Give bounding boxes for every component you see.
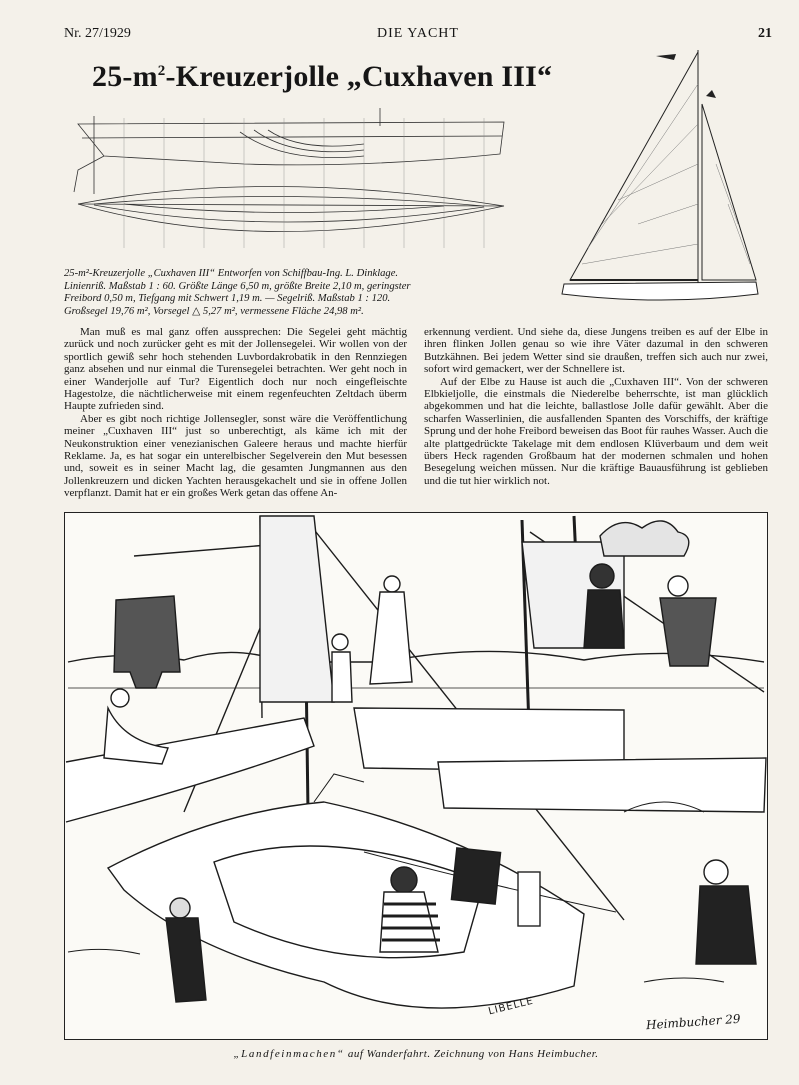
issue-number: Nr. 27/1929 bbox=[64, 26, 131, 41]
cartoon-drawing bbox=[64, 512, 768, 1040]
article-column-right bbox=[424, 326, 768, 487]
page-number: 21 bbox=[758, 26, 772, 41]
cartoon-caption-title: „Landfeinmachen“ bbox=[233, 1048, 345, 1060]
caption-line: Linienriß. Maßstab 1 : 60. Größte Länge 6,50 m, größte Breite 2,10 m, geringster bbox=[64, 280, 411, 292]
cartoon-illustration bbox=[64, 512, 768, 1040]
caption-line: Freibord 0,50 m, Tiefgang mit Schwert 1,19 m. — Segelriß. Maßstab 1 : 120. bbox=[64, 293, 391, 305]
caption-line: Großsegel 19,76 m², Vorsegel △ 5,27 m², vermessene Fläche 24,98 m². bbox=[64, 305, 364, 317]
article-title: $25-m^2$-Kreuzerjolle „Cuxhaven III“ bbox=[92, 60, 553, 93]
paragraph: erkennung verdient. Und siehe da, diese Jungens treiben es auf der Elbe in ihren flinken Jollen genau so wie ihre Väter dazumal in den schweren Butzkähnen. Bei jedem Wetter sind sie draußen, treffen sich auch nur zwei, sofort wird gemackert, wer der Schnellere ist. bbox=[424, 326, 768, 376]
figure-caption bbox=[64, 268, 552, 318]
hull-lines-drawing bbox=[64, 108, 524, 268]
article-column-left bbox=[64, 326, 407, 500]
journal-title: DIE YACHT bbox=[377, 26, 459, 41]
cartoon-caption bbox=[64, 1048, 768, 1060]
running-head bbox=[64, 26, 772, 44]
paragraph: Auf der Elbe zu Hause ist auch die „Cuxhaven III“. Von der schweren Elbkieljolle, die einstmals die Niederelbe beherrschte, ist man glücklich abgekommen und hat die leichte, ballastlose Jolle dafür gewählt. Aber die scharfen Wasserlinien, die ausfallenden Spanten des Vorschiffs, der kräftige Sprung und der hohe Freibord beweisen das Boot für rauhes Wasser. Auch die alte plattgedrückte Takelage mit dem endlosen Klüverbaum und dem weit übers Heck ragenden Großbaum hat der modernen schmalen und hohen Besegelung weichen müssen. Nur die kräftige Bauausführung ist geblieben und die tut hier wirklich not. bbox=[424, 375, 768, 487]
paragraph: Man muß es mal ganz offen aussprechen: Die Segelei geht mächtig zurück und noch zurücker geht es mit der Jollensegelei. Wir wollen von der sportlich gewiß sehr hoch stehenden Luvbordakrobatik in den Rennziegen ganz absehen und nur einmal die Turensegelei betrachten. Wer geht noch in einer Wanderjolle auf Tur? Eigentlich doch nur noch eingefleischte Hagestolze, die nächtlicherweise mit einem regenfeuchten Zeltdach überm Haupte zufrieden sind. bbox=[64, 326, 407, 413]
artist-signature: Heimbucher 29 bbox=[645, 1011, 741, 1033]
caption-line: 25-m²-Kreuzerjolle „Cuxhaven III“ Entworfen von Schiffbau-Ing. L. Dinklage. bbox=[64, 268, 399, 279]
paragraph: Aber es gibt noch richtige Jollensegler, sonst wäre die Veröffentlichung meiner „Cuxhaven III“ just so unberechtigt, als käme ich mit der Neukonstruktion einer venezianischen Galeere heraus und machte hierfür Reklame. Ja, es hat sogar ein unterelbischer Segelverein den Mut besessen und, soweit es in seiner Macht lag, die gesamten Jungmannen aus den Jollenkreuzern und dicken Yachten herausgekachelt und sie in offene Jollen verpflanzt. Damit hat er ein großes Werk getan das offene An- bbox=[64, 412, 407, 500]
cartoon-caption-rest: auf Wanderfahrt. Zeichnung von Hans Heimbucher. bbox=[347, 1048, 599, 1060]
sail-plan-drawing bbox=[552, 44, 764, 320]
boat-name-label: LIBELLE bbox=[487, 995, 535, 1018]
